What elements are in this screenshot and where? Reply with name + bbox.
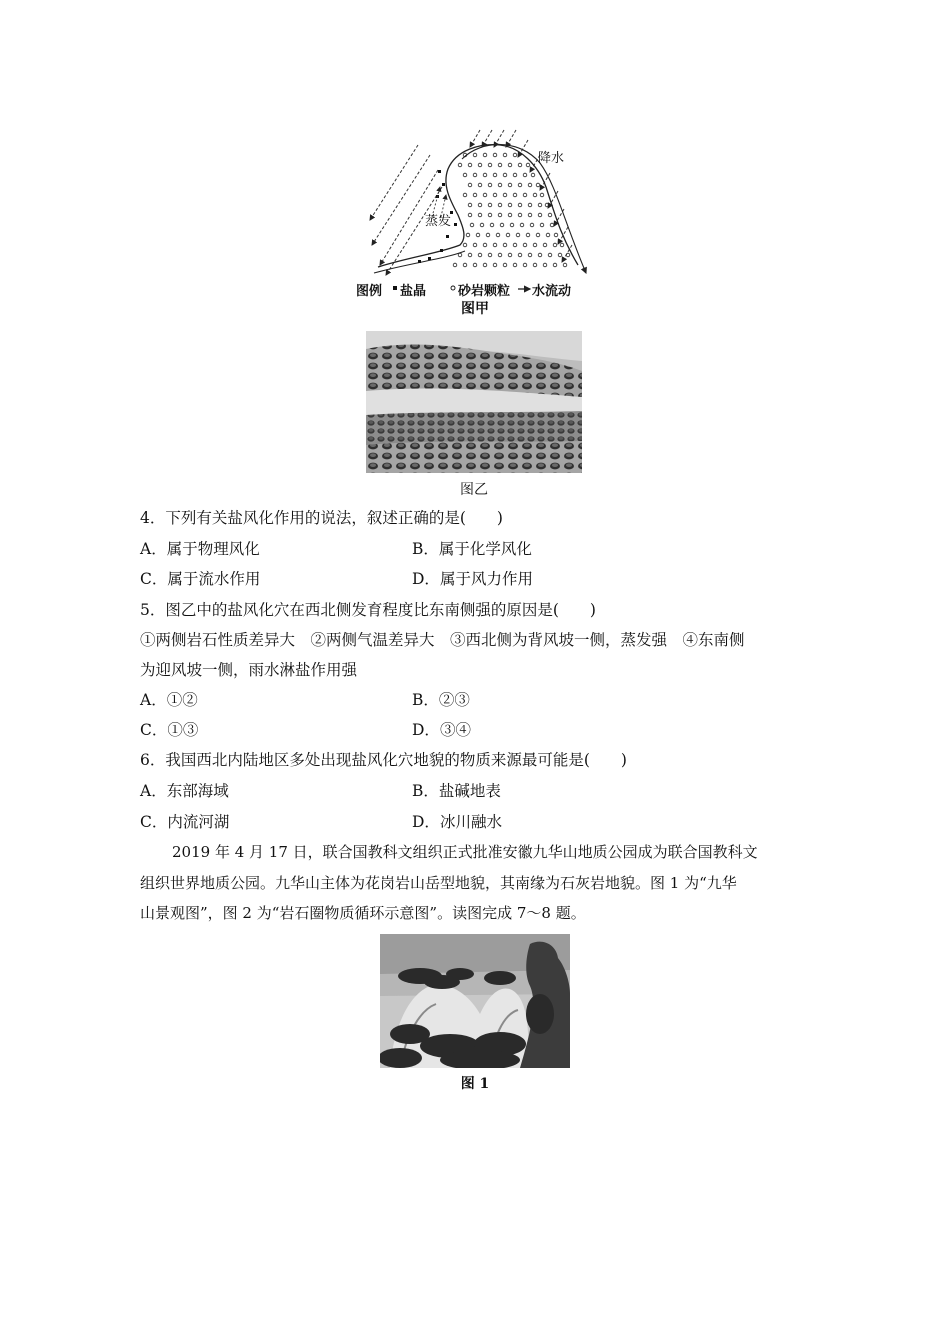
salt-weathering-diagram: [350, 125, 605, 320]
honeycomb-rock-image: [366, 331, 582, 473]
option-text: ②③: [438, 691, 470, 709]
q6-stem: 6．我国西北内陆地区多处出现盐风化穴地貌的物质来源最可能是( ): [140, 751, 627, 769]
figure-1-photo: [380, 934, 570, 1068]
legend-flow: 水流动: [532, 284, 572, 299]
option-text: 属于化学风化: [438, 540, 532, 558]
q6-option-c[interactable]: [140, 811, 229, 833]
option-letter: D．: [412, 813, 440, 831]
legend-salt-icon: [393, 286, 397, 290]
option-text: ①②: [166, 691, 198, 709]
option-text: 东部海域: [166, 782, 229, 800]
jiuhua-mountain-image: [380, 934, 570, 1068]
option-letter: C．: [140, 813, 168, 831]
q5-items-line2: 为迎风坡一侧，雨水淋盐作用强: [140, 661, 358, 679]
figure-1-caption: 图 1: [460, 1076, 490, 1092]
q6-option-b[interactable]: [412, 780, 501, 802]
option-letter: C．: [140, 721, 168, 739]
legend-salt: 盐晶: [400, 284, 427, 299]
q4-option-d[interactable]: [412, 568, 533, 590]
option-text: ①③: [167, 721, 199, 739]
q5-stem: 5．图乙中的盐风化穴在西北侧发育程度比东南侧强的原因是( ): [140, 601, 596, 619]
option-text: 属于风力作用: [439, 570, 533, 588]
option-letter: D．: [412, 721, 440, 739]
q6-option-a[interactable]: [140, 780, 229, 802]
q5-option-a[interactable]: [140, 689, 198, 711]
q5-items-line1: ①两侧岩石性质差异大 ②两侧气温差异大 ③西北侧为背风坡一侧，蒸发强 ④东南侧: [140, 631, 745, 649]
q5-option-b[interactable]: [412, 689, 470, 711]
q4-option-b[interactable]: [412, 538, 532, 560]
option-letter: B．: [412, 782, 439, 800]
q5-option-c[interactable]: [140, 719, 198, 741]
option-letter: D．: [412, 570, 440, 588]
sandstone-grains: [453, 153, 570, 267]
q4-stem: 4．下列有关盐风化作用的说法，叙述正确的是( ): [140, 509, 503, 527]
q4-option-c[interactable]: [140, 568, 260, 590]
passage-line-1: 2019 年 4 月 17 日，联合国教科文组织正式批准安徽九华山地质公园成为联合国教科文: [172, 843, 758, 861]
option-letter: A．: [140, 691, 167, 709]
passage-line-2: 组织世界地质公园。九华山主体为花岗岩山岳型地貌，其南缘为石灰岩地貌。图 1 为“九华: [140, 874, 737, 892]
figure-yi-photo: [366, 331, 582, 473]
option-text: 冰川融水: [439, 813, 502, 831]
option-text: 盐碱地表: [438, 782, 501, 800]
legend-sand: 砂岩颗粒: [458, 284, 511, 299]
option-text: 内流河湖: [167, 813, 230, 831]
figure-jia: [350, 125, 605, 320]
q5-option-d[interactable]: [412, 719, 471, 741]
figure-jia-caption: 图甲: [461, 301, 489, 317]
option-letter: B．: [412, 540, 439, 558]
option-letter: A．: [140, 782, 167, 800]
option-text: ③④: [439, 721, 471, 739]
option-text: 属于物理风化: [166, 540, 260, 558]
option-letter: B．: [412, 691, 439, 709]
option-letter: A．: [140, 540, 167, 558]
legend-sand-icon: [451, 286, 455, 290]
option-text: 属于流水作用: [167, 570, 261, 588]
label-evaporation: 蒸发: [425, 214, 452, 229]
q4-option-a[interactable]: [140, 538, 260, 560]
q6-option-d[interactable]: [412, 811, 502, 833]
passage-line-3: 山景观图”，图 2 为“岩石圈物质循环示意图”。读图完成 7～8 题。: [140, 904, 586, 922]
option-letter: C．: [140, 570, 168, 588]
legend-prefix: 图例: [356, 284, 383, 299]
figure-yi-caption: 图乙: [460, 482, 488, 498]
label-precipitation: 降水: [538, 151, 565, 166]
